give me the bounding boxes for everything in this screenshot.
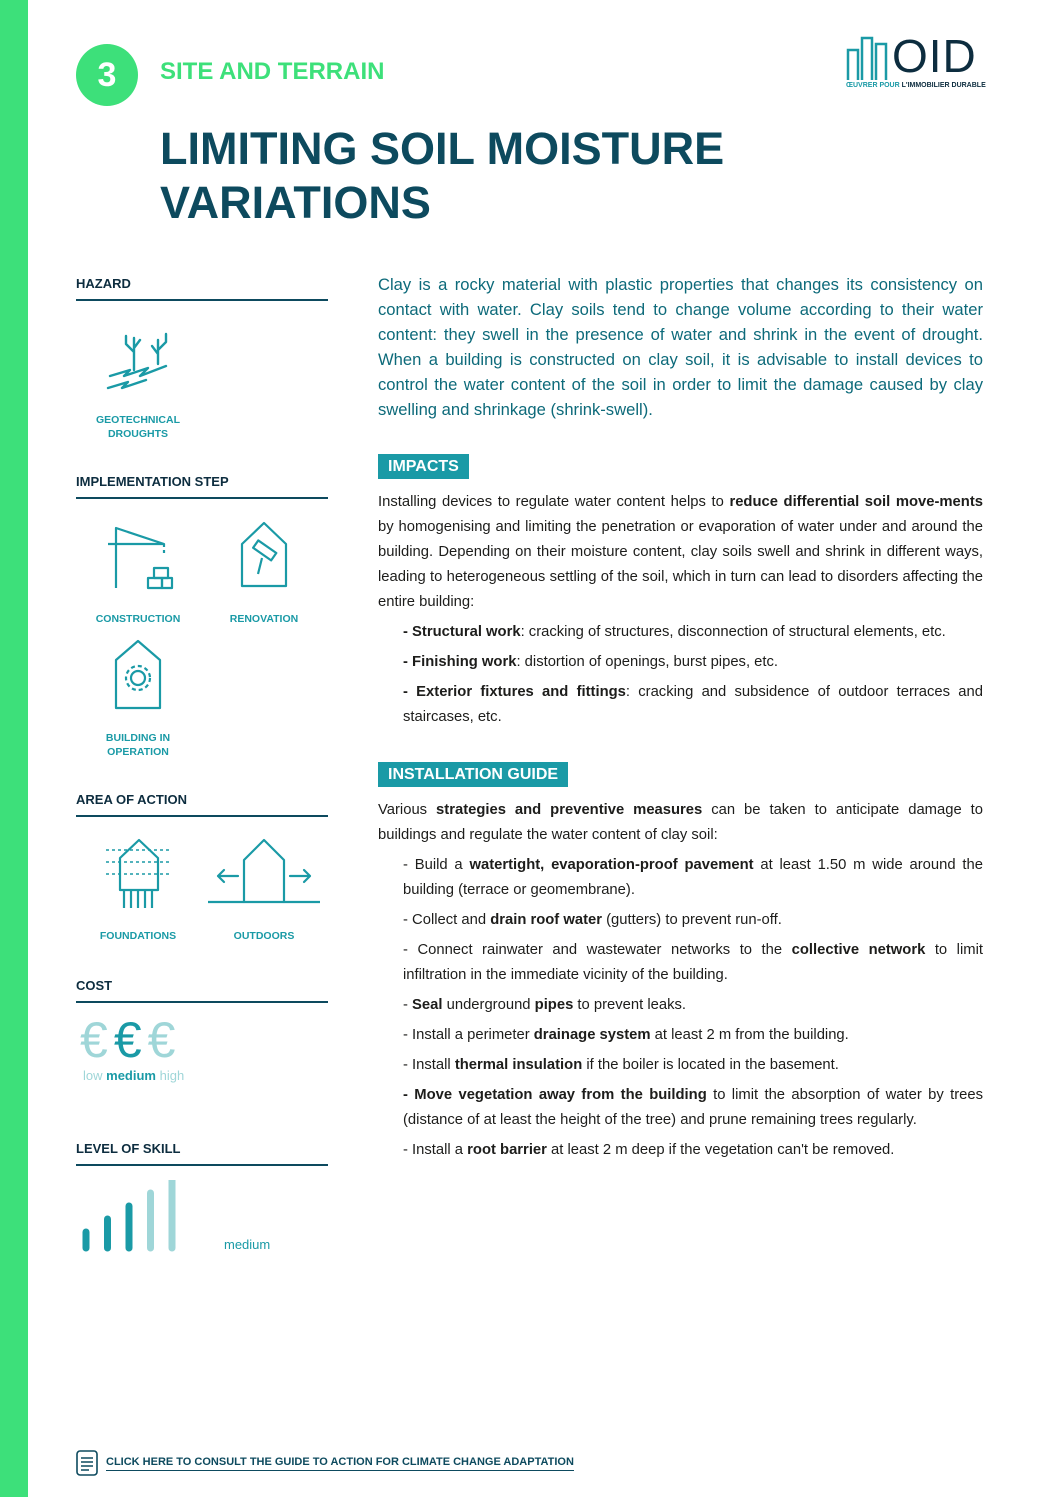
label-line: BUILDING IN [105,732,171,744]
euro-medium-icon: € [113,1012,142,1068]
text-run: - [403,997,413,1013]
bold-text: reduce differential soil move-ments [729,494,983,510]
chapter-title: SITE AND TERRAIN [160,58,385,85]
text-run: - Collect and [403,912,491,928]
bold-text: Seal [412,997,443,1013]
bold-text: pipes [534,997,574,1013]
text-run: underground [442,997,535,1013]
skill-level-bars [80,1180,210,1252]
cost-scale-labels [83,1068,184,1083]
text-run: to limit the absorption of water by trees (distance of at least the height of the tree) and prune remaining trees regularly. [403,1087,983,1128]
installation-heading: INSTALLATION GUIDE [378,762,568,787]
bold-text: thermal insulation [454,1057,583,1073]
foundations-icon [106,836,172,912]
text-run: - Connect rainwater and wastewater networks to the [403,942,792,958]
impacts-paragraph [378,490,983,615]
bold-text: collective network [791,942,926,958]
list-item [403,993,983,1018]
text-run: at least 2 m from the building. [650,1027,849,1043]
outdoors-label: OUTDOORS [233,930,295,942]
text-run: - Install a [403,1142,468,1158]
bold-text: - Finishing work [403,654,517,670]
cost-label-low: low [83,1068,103,1083]
bold-text: - Exterior fixtures and fittings [403,684,626,700]
drought-icon [104,330,174,392]
hazard-heading: HAZARD [76,276,328,301]
cost-rating [80,1010,175,1070]
hazard-label [80,413,196,441]
list-item [403,938,983,988]
list-item [403,620,983,645]
text-run: : cracking and subsidence of outdoor terraces and staircases, etc. [403,684,983,725]
intro-paragraph: Clay is a rocky material with plastic properties that changes its consistency on contact with water. Clay soils tend to change volume according to their water content: they swell in the presence of water and shrink in the event of drought. When a building is constructed on clay soil, it is advisable to install devices to control the water content of the soil in order to limit the damage caused by clay swelling and shrinkage (shrink-swell). [378,275,983,419]
text-run: : cracking of structures, disconnection of structural elements, etc. [520,624,946,640]
text-run: - Install a perimeter [403,1027,534,1043]
renovation-label: RENOVATION [229,613,299,625]
list-item [403,680,983,730]
text-run: to limit infiltration in the immediate vicinity of the building. [403,942,983,983]
implementation-heading: IMPLEMENTATION STEP [76,474,328,499]
text-run: Various [378,802,437,818]
label-line: DROUGHTS [107,428,169,440]
bold-text: drainage system [533,1027,651,1043]
euro-high-icon: € [147,1012,176,1068]
list-item [403,908,983,933]
bold-text: watertight, evaporation-proof pavement [469,857,754,873]
crane-icon [104,524,174,590]
outdoors-icon [208,836,320,906]
bold-text: root barrier [467,1142,547,1158]
installation-list [403,853,983,1168]
text-run: at least 2 m deep if the vegetation can't be removed. [546,1142,895,1158]
skill-heading: LEVEL OF SKILL [76,1141,328,1166]
text-run: by homogenising and limiting the penetration or evaporation of water under and around the building. Depending on their moisture content, clay soils swell and shrink in different ways, leading to heterogeneous settling of the soil, which in turn can lead to disorders affecting the entire building: [378,519,983,610]
label-line: GEOTECHNICAL [96,414,180,426]
bold-text: strategies and preventive measures [436,802,703,818]
title-line: VARIATIONS [160,177,431,228]
area-heading: AREA OF ACTION [76,792,328,817]
euro-low-icon: € [80,1012,108,1068]
list-item [403,1053,983,1078]
list-item [403,1023,983,1048]
text-run: Installing devices to regulate water content helps to [378,494,730,510]
list-item [403,853,983,903]
cost-heading: COST [76,978,328,1003]
operation-label [80,731,196,759]
bold-text: - Structural work [403,624,521,640]
chapter-number-badge: 3 [76,44,138,106]
installation-paragraph [378,798,983,848]
construction-label: CONSTRUCTION [95,613,181,625]
text-run: (gutters) to prevent run-off. [602,912,782,928]
logo-wordmark: OID [892,30,977,82]
list-item [403,1138,983,1163]
footer-guide-link[interactable] [76,1449,574,1477]
skill-level-label: medium [224,1237,271,1252]
bold-text: drain roof water [490,912,603,928]
paint-roller-house-icon [236,520,292,590]
cost-label-medium: medium [106,1068,156,1083]
cost-label-high: high [159,1068,185,1083]
impacts-list [403,620,983,735]
logo-tagline: ŒUVRER POUR L'IMMOBILIER DURABLE [846,82,986,89]
list-item [403,650,983,675]
bold-text: - Move vegetation away from the building [403,1087,707,1103]
title-line: LIMITING SOIL MOISTURE [160,123,725,174]
label-line: OPERATION [107,746,169,758]
text-run: - Install [403,1057,455,1073]
text-run: can be taken to anticipate damage to buildings and regulate the water content of clay soil: [378,802,983,843]
text-run: to prevent leaks. [573,997,686,1013]
foundations-label: FOUNDATIONS [99,930,177,942]
text-run: if the boiler is located in the basement. [582,1057,839,1073]
document-icon [76,1450,98,1476]
gear-house-icon [110,638,166,710]
text-run: - Build a [403,857,470,873]
page-title [160,122,860,230]
text-run: at least 1.50 m wide around the building (terrace or geomembrane). [403,857,983,898]
footer-link-text[interactable]: CLICK HERE TO CONSULT THE GUIDE TO ACTION FOR CLIMATE CHANGE ADAPTATION [106,1456,574,1471]
side-accent-bar [0,0,28,1497]
list-item [403,1083,983,1133]
impacts-heading: IMPACTS [378,454,469,479]
text-run: : distortion of openings, burst pipes, etc. [516,654,779,670]
